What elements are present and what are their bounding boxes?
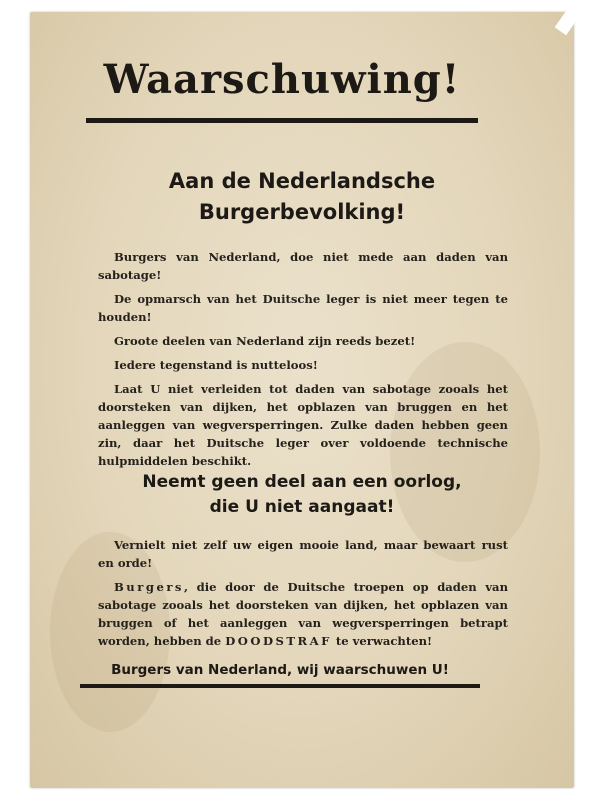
paragraph: Iedere tegenstand is nutteloos! <box>114 358 318 372</box>
main-heading <box>60 166 544 228</box>
main-heading-line-2: Burgerbevolking! <box>198 200 406 224</box>
paragraph: Laat U niet verleiden tot daden van sabotage zooals het doorsteken van dijken, het opblazen van bruggen en het aanleggen van wegversperringen. Zulke daden hebben geen zin, daar het Duitsche leger over voldoende technische hulpmiddelen beschikt. <box>98 382 508 468</box>
paragraph-death-penalty <box>98 578 508 650</box>
spaced-word: Burgers <box>114 580 184 594</box>
paragraph: Vernielt niet zelf uw eigen mooie land, maar bewaart rust en orde! <box>98 538 508 570</box>
emphasized-word: DOODSTRAF <box>225 634 332 648</box>
title-underline <box>86 118 478 123</box>
paragraph: De opmarsch van het Duitsche leger is niet meer tegen te houden! <box>98 292 508 324</box>
closing-line: Burgers van Nederland, wij waarschuwen U! <box>111 662 449 678</box>
sub-heading <box>60 470 544 520</box>
sub-heading-line-1: Neemt geen deel aan een oorlog, <box>142 472 462 492</box>
penalty-paragraphs <box>98 536 508 656</box>
warning-paragraphs <box>98 248 508 476</box>
paragraph: Groote deelen van Nederland zijn reeds bezet! <box>114 334 416 348</box>
paragraph-text: te verwachten! <box>331 634 433 648</box>
poster-title: Waarschuwing! <box>103 56 461 103</box>
main-heading-line-1: Aan de Nederlandsche <box>168 169 436 193</box>
sub-heading-line-2: die U niet aangaat! <box>209 497 395 517</box>
paragraph-text: , die door de Duitsche troepen op daden van sabotage zooals het doorsteken van dijken, het opblazen van bruggen of het aanleggen van wegversperringen betrapt worden, hebben de <box>98 580 508 648</box>
paragraph: Burgers van Nederland, doe niet mede aan daden van sabotage! <box>98 250 508 282</box>
torn-corner <box>555 3 584 36</box>
closing-underline <box>80 684 480 688</box>
